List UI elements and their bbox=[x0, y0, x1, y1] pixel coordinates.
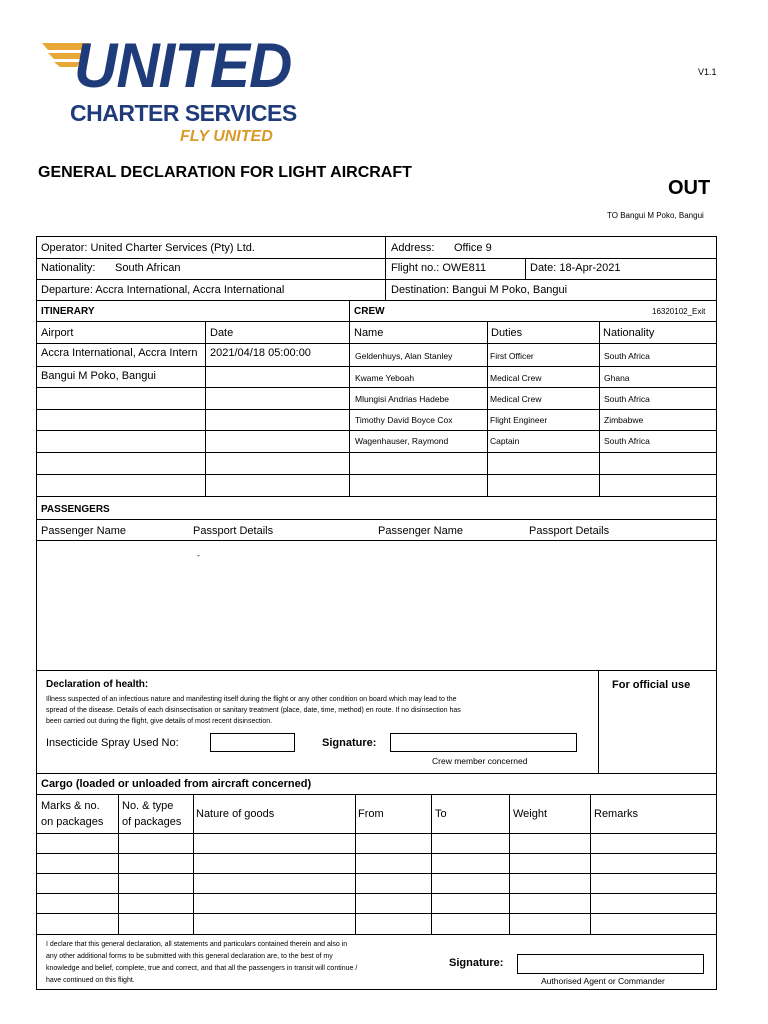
company-logo bbox=[38, 28, 297, 154]
crew-signature-field[interactable] bbox=[390, 733, 577, 752]
authorised-agent-caption: Authorised Agent or Commander bbox=[541, 976, 665, 986]
document-title: GENERAL DECLARATION FOR LIGHT AIRCRAFT bbox=[38, 164, 412, 181]
cargo-col-to: To bbox=[435, 808, 447, 820]
crew-row-name: Mlungisi Andrias Hadebe bbox=[355, 394, 450, 404]
date-field: Date: 18-Apr-2021 bbox=[530, 262, 621, 274]
itinerary-row-date: 2021/04/18 05:00:00 bbox=[210, 347, 311, 359]
itinerary-col-date: Date bbox=[210, 327, 234, 339]
final-declaration-text: I declare that this general declaration, all statements and particulars contained therein and also in bbox=[46, 941, 348, 948]
health-text: Illness suspected of an infectious nature and manifesting itself during the flight or any other condition on board which may lead to the bbox=[46, 696, 457, 703]
passenger-col-name: Passenger Name bbox=[378, 525, 463, 537]
crew-heading: CREW bbox=[354, 306, 385, 317]
itinerary-col-airport: Airport bbox=[41, 327, 74, 339]
departure-field: Departure: Accra International, Accra International bbox=[41, 284, 285, 296]
nationality-label: Nationality: bbox=[41, 262, 96, 274]
final-declaration-text: any other additional forms to be submitted with this general declaration are, to the best of my bbox=[46, 953, 333, 960]
crew-row-nationality: South Africa bbox=[604, 436, 650, 446]
itinerary-row-airport: Accra International, Accra Intern bbox=[41, 347, 198, 359]
itinerary-row-airport: Bangui M Poko, Bangui bbox=[41, 370, 156, 382]
passenger-col-passport: Passport Details bbox=[193, 525, 274, 537]
crew-col-duties: Duties bbox=[491, 327, 523, 339]
crew-row-duty: Medical Crew bbox=[490, 394, 542, 404]
crew-col-nationality: Nationality bbox=[603, 327, 655, 339]
passenger-col-passport: Passport Details bbox=[529, 525, 610, 537]
version-label: V1.1 bbox=[698, 67, 717, 77]
route-note: TO Bangui M Poko, Bangui bbox=[607, 211, 704, 220]
health-heading: Declaration of health: bbox=[46, 679, 149, 690]
spray-label: Insecticide Spray Used No: bbox=[46, 737, 179, 749]
itinerary-heading: ITINERARY bbox=[41, 306, 95, 317]
passengers-heading: PASSENGERS bbox=[41, 504, 110, 515]
crew-row-name: Wagenhauser, Raymond bbox=[355, 436, 449, 446]
crew-row-nationality: South Africa bbox=[604, 394, 650, 404]
cargo-col-weight: Weight bbox=[513, 808, 548, 820]
spray-input[interactable] bbox=[210, 733, 295, 752]
crew-row-name: Geldenhuys, Alan Stanley bbox=[355, 351, 453, 361]
direction-label: OUT bbox=[668, 177, 711, 199]
operator-field: Operator: United Charter Services (Pty) Ltd. bbox=[41, 242, 255, 254]
official-use-label: For official use bbox=[612, 679, 691, 691]
cargo-col-from: From bbox=[358, 808, 384, 820]
final-declaration-text: have continued on this flight. bbox=[46, 977, 135, 984]
crew-row-nationality: South Africa bbox=[604, 351, 650, 361]
cargo-col-marks: Marks & no. bbox=[41, 800, 100, 812]
crew-row-duty: Captain bbox=[490, 436, 520, 446]
crew-row-duty: Flight Engineer bbox=[490, 415, 548, 425]
health-signature-label: Signature: bbox=[322, 737, 377, 749]
destination-field: Destination: Bangui M Poko, Bangui bbox=[391, 284, 568, 296]
cargo-col-marks-2: on packages bbox=[41, 816, 104, 828]
nationality-value: South African bbox=[115, 262, 181, 274]
final-declaration-text: knowledge and belief, complete, true and correct, and that all the passengers in transit will continue / bbox=[46, 965, 358, 972]
cargo-col-packages: No. & type bbox=[122, 800, 174, 812]
cargo-col-nature: Nature of goods bbox=[196, 808, 275, 820]
logo-title: UNITED bbox=[74, 30, 292, 101]
crew-member-caption: Crew member concerned bbox=[432, 756, 528, 766]
crew-col-name: Name bbox=[354, 327, 384, 339]
cargo-col-remarks: Remarks bbox=[594, 808, 639, 820]
crew-reference: 16320102_Exit bbox=[652, 307, 706, 316]
health-text: spread of the disease. Details of each disinsectisation or sanitary treatment (place, date, time, method) en route. If no disinsection has bbox=[46, 707, 461, 714]
commander-signature-field[interactable] bbox=[517, 954, 704, 974]
cargo-heading: Cargo (loaded or unloaded from aircraft concerned) bbox=[41, 778, 312, 790]
crew-row-nationality: Zimbabwe bbox=[604, 415, 644, 425]
crew-row-name: Kwame Yeboah bbox=[355, 373, 415, 383]
passenger-placeholder-dash: - bbox=[197, 550, 200, 560]
crew-row-duty: Medical Crew bbox=[490, 373, 542, 383]
crew-row-duty: First Officer bbox=[490, 351, 534, 361]
health-text: been carried out during the flight, give details of most recent disinsection. bbox=[46, 718, 273, 725]
crew-row-name: Timothy David Boyce Cox bbox=[355, 415, 453, 425]
final-signature-label: Signature: bbox=[449, 957, 504, 969]
logo-tagline: FLY UNITED bbox=[180, 128, 273, 145]
address-label: Address: bbox=[391, 242, 435, 254]
logo-subtitle: CHARTER SERVICES bbox=[70, 100, 297, 126]
address-value: Office 9 bbox=[454, 242, 492, 254]
flight-number-field: Flight no.: OWE811 bbox=[391, 262, 487, 274]
cargo-col-packages-2: of packages bbox=[122, 816, 182, 828]
crew-row-nationality: Ghana bbox=[604, 373, 630, 383]
passenger-col-name: Passenger Name bbox=[41, 525, 126, 537]
